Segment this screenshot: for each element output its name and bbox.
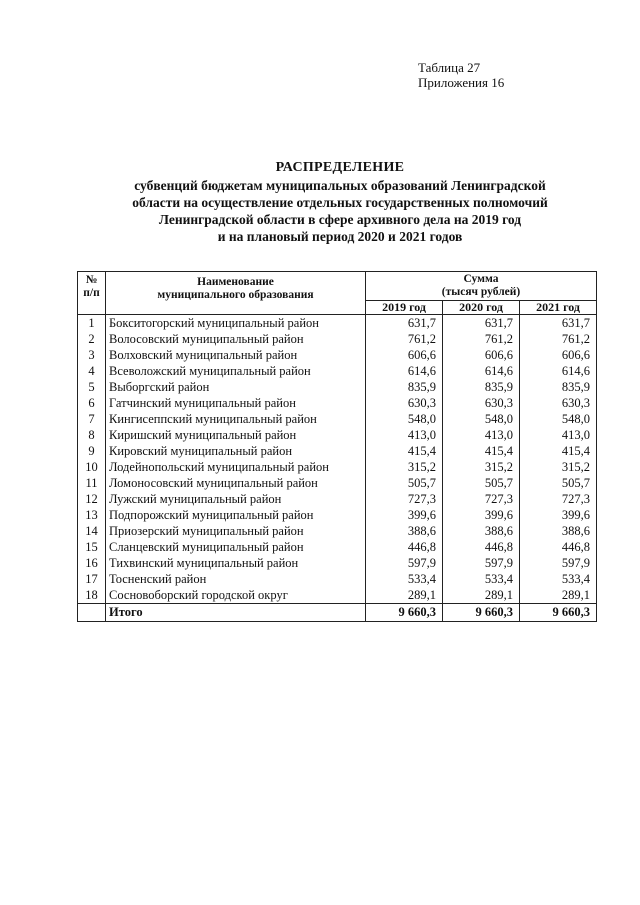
header-sum-unit: (тысяч рублей)	[441, 286, 521, 298]
table-row	[78, 363, 597, 379]
table-row	[78, 379, 597, 395]
row-number: 4	[78, 363, 106, 379]
value-2019: 835,9	[366, 379, 443, 395]
municipality-name: Лодейнопольский муниципальный район	[106, 459, 366, 475]
table-row	[78, 571, 597, 587]
value-2019: 761,2	[366, 331, 443, 347]
table-number-label: Таблица 27	[418, 60, 481, 75]
table-row	[78, 427, 597, 443]
municipality-name: Всеволожский муниципальный район	[106, 363, 366, 379]
value-2019: 388,6	[366, 523, 443, 539]
value-2021: 630,3	[520, 395, 597, 411]
title-line: области на осуществление отдельных государственных полномочий	[132, 195, 548, 210]
municipality-name: Кингисеппский муниципальный район	[106, 411, 366, 427]
value-2019: 415,4	[366, 443, 443, 459]
value-2020: 614,6	[443, 363, 520, 379]
value-2020: 315,2	[443, 459, 520, 475]
value-2021: 413,0	[520, 427, 597, 443]
municipality-name: Гатчинский муниципальный район	[106, 395, 366, 411]
value-2020: 606,6	[443, 347, 520, 363]
table-row	[78, 331, 597, 347]
header-number-abbr: п/п	[83, 287, 100, 299]
value-2020: 413,0	[443, 427, 520, 443]
value-2019: 505,7	[366, 475, 443, 491]
title-line: Ленинградской области в сфере архивного дела на 2019 год	[158, 212, 522, 227]
table-row	[78, 315, 597, 332]
header-sum	[366, 272, 597, 301]
header-year-2019: 2019 год	[366, 301, 443, 315]
table-row	[78, 411, 597, 427]
value-2019: 727,3	[366, 491, 443, 507]
header-name-line: Наименование	[197, 276, 274, 288]
value-2019: 548,0	[366, 411, 443, 427]
municipality-name: Сланцевский муниципальный район	[106, 539, 366, 555]
title-line: субвенций бюджетам муниципальных образований Ленинградской	[134, 178, 546, 193]
value-2020: 415,4	[443, 443, 520, 459]
table-row	[78, 587, 597, 604]
row-number: 18	[78, 587, 106, 604]
table-row	[78, 555, 597, 571]
header-number	[78, 272, 106, 315]
value-2021: 761,2	[520, 331, 597, 347]
subventions-table	[77, 271, 597, 622]
value-2020: 289,1	[443, 587, 520, 604]
row-number: 10	[78, 459, 106, 475]
municipality-name: Тихвинский муниципальный район	[106, 555, 366, 571]
value-2019: 399,6	[366, 507, 443, 523]
municipality-name: Кировский муниципальный район	[106, 443, 366, 459]
table-row	[78, 523, 597, 539]
title-line: и на плановый период 2020 и 2021 годов	[217, 229, 463, 244]
row-number: 2	[78, 331, 106, 347]
table-row	[78, 507, 597, 523]
value-2021: 388,6	[520, 523, 597, 539]
value-2021: 727,3	[520, 491, 597, 507]
value-2021: 606,6	[520, 347, 597, 363]
value-2019: 630,3	[366, 395, 443, 411]
value-2021: 399,6	[520, 507, 597, 523]
total-row	[78, 604, 597, 622]
municipality-name: Ломоносовский муниципальный район	[106, 475, 366, 491]
value-2021: 835,9	[520, 379, 597, 395]
row-number: 17	[78, 571, 106, 587]
document-meta	[418, 60, 504, 90]
table-row	[78, 443, 597, 459]
value-2021: 631,7	[520, 315, 597, 332]
table-row	[78, 539, 597, 555]
value-2021: 289,1	[520, 587, 597, 604]
total-2020: 9 660,3	[443, 604, 520, 622]
value-2021: 446,8	[520, 539, 597, 555]
header-sum-line: Сумма	[463, 273, 499, 285]
row-number: 9	[78, 443, 106, 459]
total-label: Итого	[106, 604, 366, 622]
table-row	[78, 347, 597, 363]
value-2020: 630,3	[443, 395, 520, 411]
value-2019: 289,1	[366, 587, 443, 604]
municipality-name: Приозерский муниципальный район	[106, 523, 366, 539]
value-2019: 413,0	[366, 427, 443, 443]
municipality-name: Бокситогорский муниципальный район	[106, 315, 366, 332]
row-number: 1	[78, 315, 106, 332]
row-number: 5	[78, 379, 106, 395]
row-number: 11	[78, 475, 106, 491]
appendix-label: Приложения 16	[418, 75, 505, 90]
header-name	[106, 272, 366, 315]
value-2020: 388,6	[443, 523, 520, 539]
value-2020: 533,4	[443, 571, 520, 587]
value-2021: 548,0	[520, 411, 597, 427]
value-2020: 631,7	[443, 315, 520, 332]
municipality-name: Выборгский район	[106, 379, 366, 395]
table-row	[78, 491, 597, 507]
value-2020: 761,2	[443, 331, 520, 347]
row-number: 8	[78, 427, 106, 443]
value-2021: 614,6	[520, 363, 597, 379]
municipality-name: Волосовский муниципальный район	[106, 331, 366, 347]
value-2020: 597,9	[443, 555, 520, 571]
value-2019: 606,6	[366, 347, 443, 363]
row-number: 15	[78, 539, 106, 555]
total-2021: 9 660,3	[520, 604, 597, 622]
header-year-2021: 2021 год	[520, 301, 597, 315]
row-number: 14	[78, 523, 106, 539]
document-title	[80, 158, 600, 245]
municipality-name: Подпорожский муниципальный район	[106, 507, 366, 523]
value-2021: 415,4	[520, 443, 597, 459]
header-name-line: муниципального образования	[157, 289, 314, 301]
municipality-name: Сосновоборский городской округ	[106, 587, 366, 604]
row-number: 7	[78, 411, 106, 427]
value-2020: 446,8	[443, 539, 520, 555]
value-2020: 505,7	[443, 475, 520, 491]
row-number: 13	[78, 507, 106, 523]
value-2019: 533,4	[366, 571, 443, 587]
value-2019: 614,6	[366, 363, 443, 379]
municipality-name: Волховский муниципальный район	[106, 347, 366, 363]
table-row	[78, 459, 597, 475]
value-2020: 727,3	[443, 491, 520, 507]
row-number: 3	[78, 347, 106, 363]
row-number: 6	[78, 395, 106, 411]
table-row	[78, 395, 597, 411]
value-2019: 315,2	[366, 459, 443, 475]
municipality-name: Киришский муниципальный район	[106, 427, 366, 443]
total-2019: 9 660,3	[366, 604, 443, 622]
value-2021: 505,7	[520, 475, 597, 491]
municipality-name: Тосненский район	[106, 571, 366, 587]
row-number: 12	[78, 491, 106, 507]
value-2019: 597,9	[366, 555, 443, 571]
value-2021: 533,4	[520, 571, 597, 587]
header-year-2020: 2020 год	[443, 301, 520, 315]
municipality-name: Лужский муниципальный район	[106, 491, 366, 507]
value-2020: 548,0	[443, 411, 520, 427]
row-number: 16	[78, 555, 106, 571]
header-number-symbol: №	[85, 274, 98, 286]
value-2021: 597,9	[520, 555, 597, 571]
value-2020: 835,9	[443, 379, 520, 395]
title-heading: РАСПРЕДЕЛЕНИЕ	[275, 160, 405, 175]
total-number-cell	[78, 604, 106, 622]
table-row	[78, 475, 597, 491]
value-2019: 446,8	[366, 539, 443, 555]
value-2020: 399,6	[443, 507, 520, 523]
value-2021: 315,2	[520, 459, 597, 475]
value-2019: 631,7	[366, 315, 443, 332]
